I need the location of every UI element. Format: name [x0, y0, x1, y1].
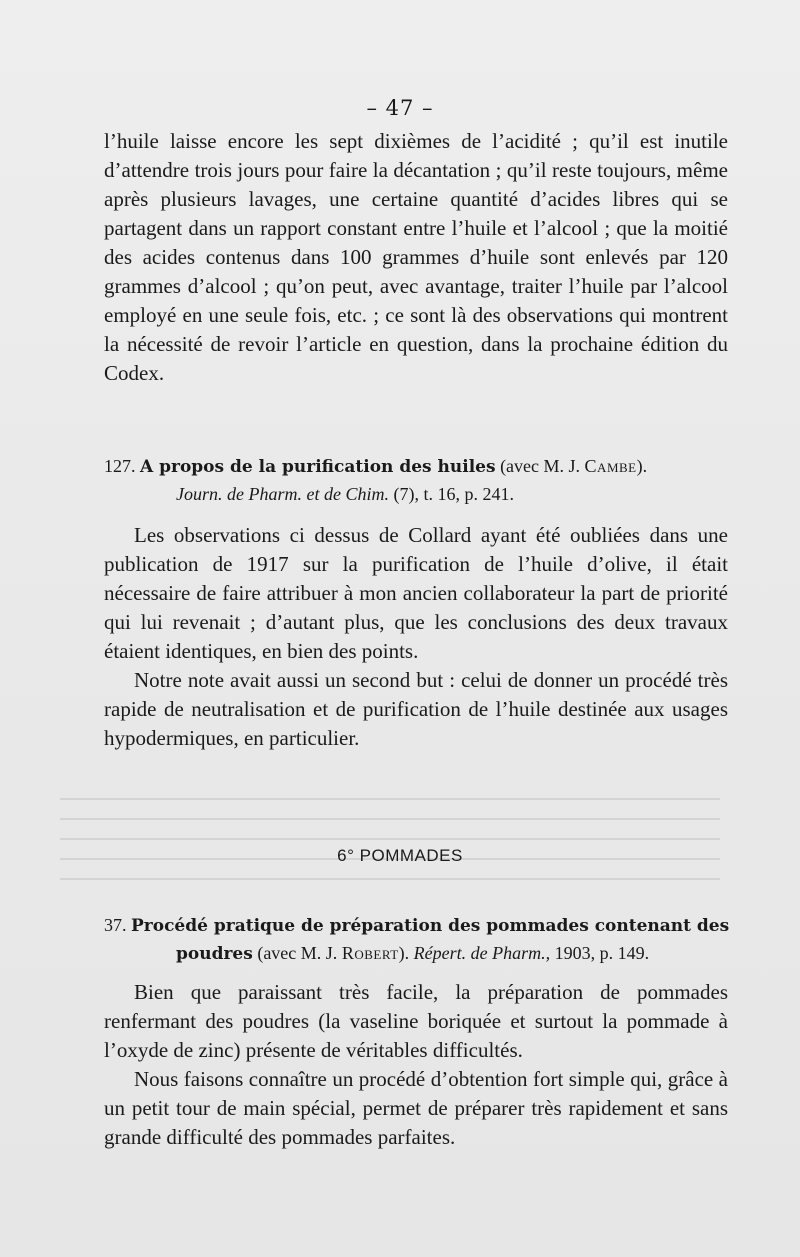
- entry-title-line: [104, 453, 734, 481]
- journal-reference: (7), t. 16, p. 241.: [393, 484, 514, 504]
- journal-reference: 1903, p. 149.: [554, 943, 650, 963]
- coauthor-suffix: ).: [636, 456, 648, 476]
- entry-citation-line: [104, 940, 734, 968]
- section-heading: 6° POMMADES: [337, 846, 463, 865]
- paragraph-text: Les observations ci dessus de Collard ayant été oubliées dans une publication de 1917 sur la purification de l’huile d’olive, il était nécessaire de faire attribuer à mon ancien collaborateur la part de priorité qui lui revenait ; d’autant plus, que les conclusions des deux travaux étaient identiques, en bien des points.: [104, 523, 728, 663]
- bibliography-entry-127: [104, 453, 734, 508]
- entry-title: Procédé pratique de préparation des pommades contenant des: [131, 916, 730, 936]
- entry-37-body: [104, 978, 728, 1152]
- entry-citation-line: [104, 481, 734, 508]
- continued-paragraph: [104, 127, 728, 388]
- coauthor-prefix: (avec M. J.: [500, 456, 581, 476]
- entry-number: 127.: [104, 456, 136, 476]
- entry-title-continued: poudres: [176, 944, 253, 964]
- entry-number: 37.: [104, 915, 127, 935]
- journal-name: Répert. de Pharm.,: [413, 943, 551, 963]
- coauthor-prefix: (avec M. J.: [257, 943, 338, 963]
- entry-title: A propos de la purification des huiles: [140, 457, 496, 477]
- paragraph-text: Nous faisons connaître un procédé d’obtention fort simple qui, grâce à un petit tour de main spécial, permet de préparer très rapidement et sans grande difficulté des pommades parfaites.: [104, 1067, 728, 1149]
- journal-name: Journ. de Pharm. et de Chim.: [176, 484, 389, 504]
- paragraph-text: Bien que paraissant très facile, la préparation de pommades renfermant des poudres (la vaseline boriquée et surtout la pommade à l’oxyde de zinc) présente de véritables difficultés.: [104, 980, 728, 1062]
- paragraph-text: l’huile laisse encore les sept dixièmes de l’acidité ; qu’il est inutile d’attendre trois jours pour faire la décantation ; qu’il reste toujours, même après plusieurs lavages, une certaine quantité d’acides libres qui se partagent dans un rapport constant entre l’huile et l’alcool ; que la moitié des acides contenus dans 100 grammes d’huile sont enlevés par 120 grammes d’alcool ; qu’on peut, avec avantage, traiter l’huile par l’alcool employé en une seule fois, etc. ; ce sont là des observations qui montrent la nécessité de revoir l’article en question, dans la prochaine édition du Codex.: [104, 129, 728, 385]
- page-number: – 47 –: [366, 96, 434, 120]
- show-through-marks: [60, 780, 760, 890]
- coauthor-name: Cambe: [584, 456, 637, 476]
- paragraph-text: Notre note avait aussi un second but : celui de donner un procédé très rapide de neutralisation et de purification de l’huile destinée aux usages hypodermiques, en particulier.: [104, 668, 728, 750]
- coauthor-suffix: ).: [398, 943, 410, 963]
- entry-title-line: [104, 912, 734, 940]
- entry-127-body: [104, 521, 728, 753]
- bibliography-entry-37: [104, 912, 734, 968]
- coauthor-name: Robert: [341, 943, 399, 963]
